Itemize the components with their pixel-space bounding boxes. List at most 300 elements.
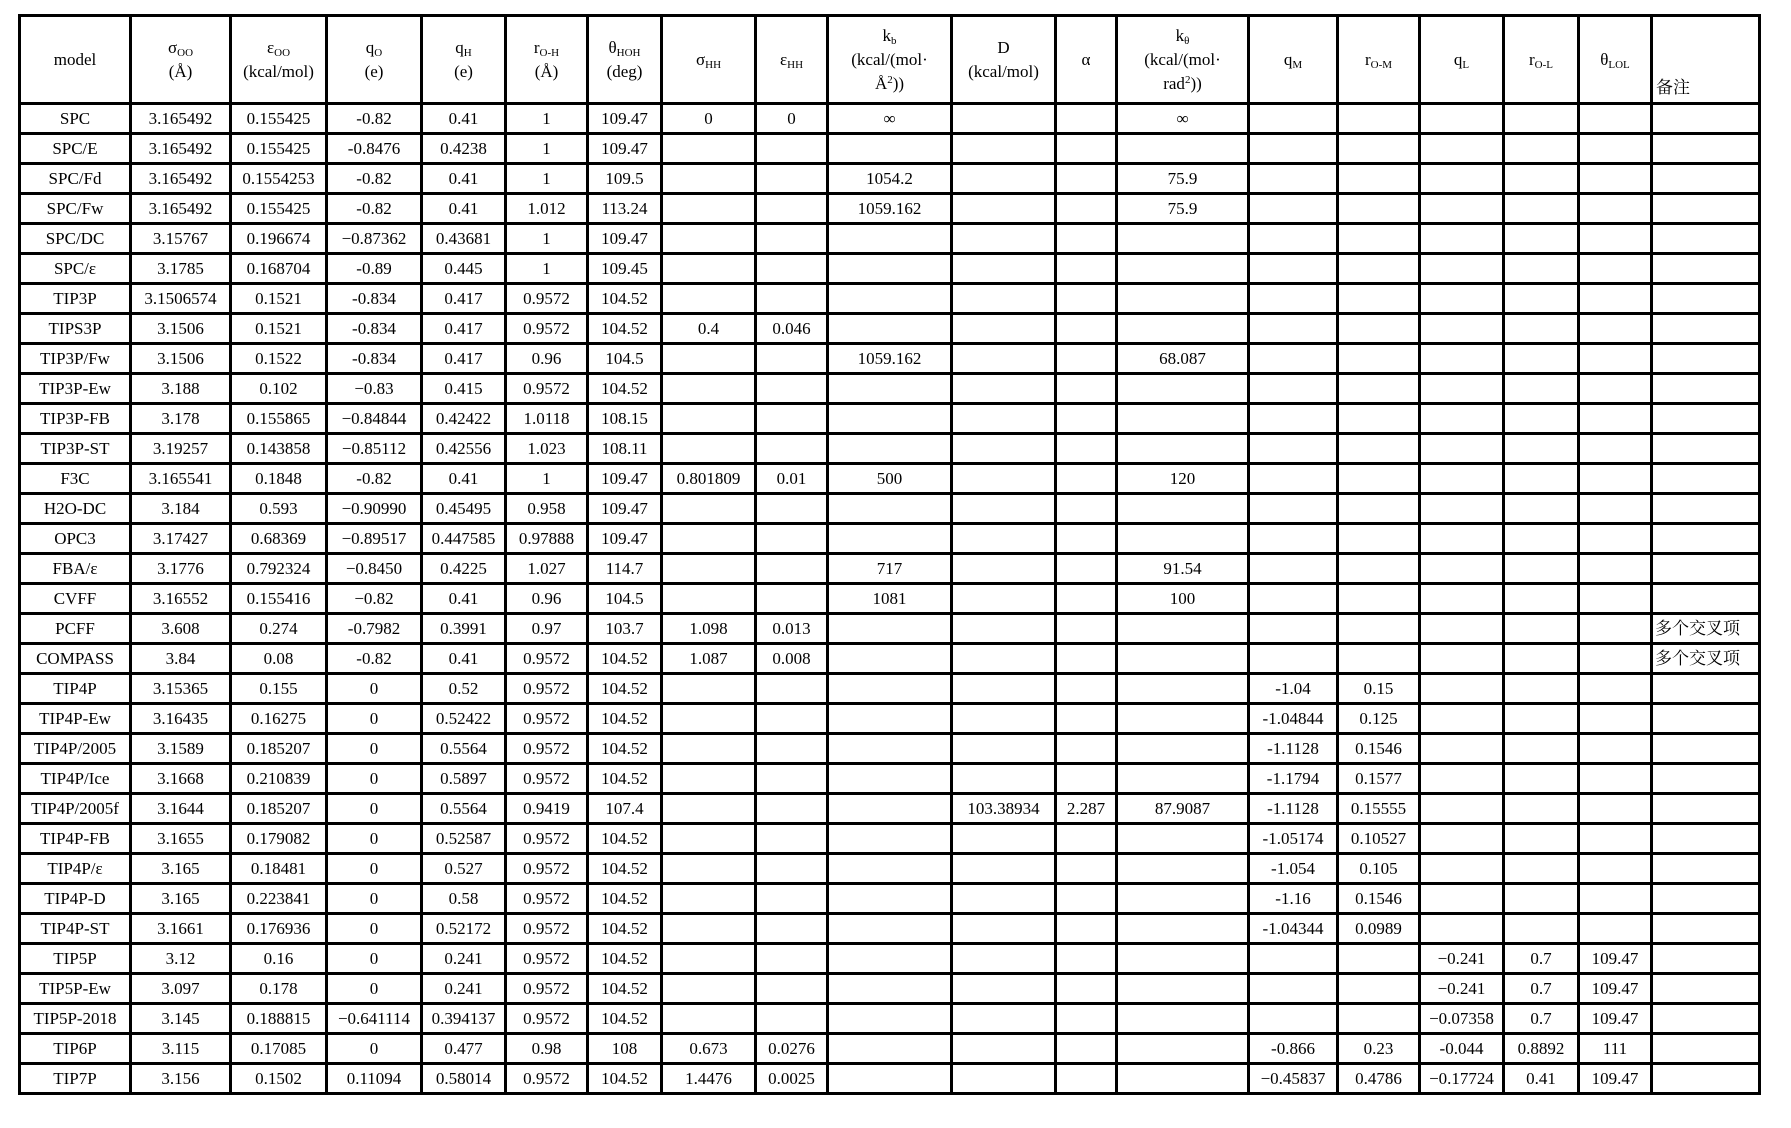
cell-theta-lol: 109.47 — [1579, 1064, 1652, 1094]
cell-sigma-oo: 3.156 — [131, 1064, 231, 1094]
header-theta-lol: $\theta_{LOL}$ — [1579, 16, 1652, 104]
cell-r-ol — [1504, 854, 1579, 884]
table-row — [20, 224, 1760, 254]
cell-epsilon-oo: 0.155425 — [231, 134, 327, 164]
cell-q-l: −0.241 — [1420, 974, 1504, 1004]
cell-q-m — [1249, 464, 1338, 494]
cell-d — [952, 704, 1056, 734]
cell-q-l: −0.07358 — [1420, 1004, 1504, 1034]
cell-alpha — [1056, 284, 1117, 314]
cell-k-b — [828, 734, 952, 764]
cell-k-theta: 68.087 — [1117, 344, 1249, 374]
cell-alpha — [1056, 704, 1117, 734]
cell-k-b — [828, 794, 952, 824]
cell-q-o: 0 — [327, 824, 422, 854]
cell-r-om — [1338, 164, 1420, 194]
cell-r-oh: 1.027 — [506, 554, 588, 584]
cell-d — [952, 434, 1056, 464]
cell-q-h: 0.241 — [422, 944, 506, 974]
cell-q-m — [1249, 104, 1338, 134]
cell-d — [952, 104, 1056, 134]
cell-r-oh: 0.9572 — [506, 914, 588, 944]
header-r-oh: $r_{O-H}$ (Å) — [506, 16, 588, 104]
cell-epsilon-oo: 0.223841 — [231, 884, 327, 914]
cell-q-h: 0.3991 — [422, 614, 506, 644]
cell-q-h: 0.43681 — [422, 224, 506, 254]
header-r-om: $r_{O-M}$ — [1338, 16, 1420, 104]
cell-epsilon-oo: 0.155425 — [231, 104, 327, 134]
cell-alpha — [1056, 134, 1117, 164]
cell-theta-lol — [1579, 524, 1652, 554]
cell-theta-hoh: 113.24 — [588, 194, 662, 224]
cell-epsilon-oo: 0.168704 — [231, 254, 327, 284]
cell-r-ol: 0.7 — [1504, 1004, 1579, 1034]
cell-sigma-oo: 3.1785 — [131, 254, 231, 284]
cell-theta-lol — [1579, 194, 1652, 224]
cell-k-b — [828, 884, 952, 914]
cell-theta-lol — [1579, 644, 1652, 674]
cell-k-theta — [1117, 644, 1249, 674]
cell-q-m — [1249, 644, 1338, 674]
cell-theta-hoh: 104.52 — [588, 314, 662, 344]
cell-sigma-hh — [662, 434, 756, 464]
cell-r-oh: 1 — [506, 134, 588, 164]
cell-theta-hoh: 104.52 — [588, 284, 662, 314]
cell-theta-hoh: 104.52 — [588, 824, 662, 854]
cell-epsilon-hh — [756, 224, 828, 254]
cell-theta-lol — [1579, 404, 1652, 434]
cell-k-b — [828, 224, 952, 254]
cell-r-ol — [1504, 344, 1579, 374]
cell-r-om — [1338, 404, 1420, 434]
cell-sigma-hh — [662, 704, 756, 734]
cell-alpha — [1056, 374, 1117, 404]
cell-k-theta: ∞ — [1117, 104, 1249, 134]
cell-r-om: 0.23 — [1338, 1034, 1420, 1064]
cell-epsilon-oo: 0.179082 — [231, 824, 327, 854]
cell-r-ol — [1504, 764, 1579, 794]
cell-r-ol — [1504, 134, 1579, 164]
cell-q-m — [1249, 494, 1338, 524]
cell-q-l — [1420, 344, 1504, 374]
cell-q-h: 0.41 — [422, 644, 506, 674]
cell-model: TIP4P/2005f — [20, 794, 131, 824]
cell-sigma-hh: 1.4476 — [662, 1064, 756, 1094]
table-wrapper — [18, 14, 1761, 1095]
cell-note — [1652, 494, 1760, 524]
cell-k-b — [828, 524, 952, 554]
cell-q-l — [1420, 494, 1504, 524]
cell-d — [952, 824, 1056, 854]
cell-sigma-hh — [662, 944, 756, 974]
cell-q-m: -1.04 — [1249, 674, 1338, 704]
cell-theta-hoh: 114.7 — [588, 554, 662, 584]
cell-alpha — [1056, 494, 1117, 524]
cell-alpha — [1056, 914, 1117, 944]
cell-q-l — [1420, 134, 1504, 164]
table-row — [20, 254, 1760, 284]
cell-note — [1652, 1004, 1760, 1034]
cell-theta-hoh: 104.52 — [588, 704, 662, 734]
cell-epsilon-oo: 0.593 — [231, 494, 327, 524]
cell-alpha — [1056, 434, 1117, 464]
cell-r-oh: 0.98 — [506, 1034, 588, 1064]
cell-note — [1652, 764, 1760, 794]
table-row — [20, 104, 1760, 134]
cell-theta-hoh: 109.45 — [588, 254, 662, 284]
cell-model: SPC — [20, 104, 131, 134]
cell-model: COMPASS — [20, 644, 131, 674]
cell-alpha — [1056, 614, 1117, 644]
cell-epsilon-hh — [756, 164, 828, 194]
cell-r-oh: 0.9572 — [506, 824, 588, 854]
cell-sigma-oo: 3.15767 — [131, 224, 231, 254]
cell-q-m — [1249, 254, 1338, 284]
cell-sigma-hh — [662, 554, 756, 584]
cell-d — [952, 494, 1056, 524]
cell-k-theta: 75.9 — [1117, 194, 1249, 224]
cell-epsilon-hh — [756, 134, 828, 164]
cell-theta-hoh: 104.5 — [588, 344, 662, 374]
header-epsilon-hh: $\varepsilon_{HH}$ — [756, 16, 828, 104]
cell-sigma-oo: 3.1506 — [131, 344, 231, 374]
cell-note: 多个交叉项 — [1652, 644, 1760, 674]
cell-epsilon-hh — [756, 1004, 828, 1034]
cell-r-om: 0.1577 — [1338, 764, 1420, 794]
cell-theta-lol — [1579, 254, 1652, 284]
cell-q-h: 0.41 — [422, 164, 506, 194]
cell-k-theta — [1117, 404, 1249, 434]
cell-epsilon-oo: 0.16 — [231, 944, 327, 974]
cell-k-b — [828, 314, 952, 344]
cell-epsilon-hh — [756, 374, 828, 404]
cell-epsilon-hh: 0 — [756, 104, 828, 134]
cell-alpha — [1056, 404, 1117, 434]
cell-k-b — [828, 674, 952, 704]
cell-q-h: 0.41 — [422, 194, 506, 224]
cell-q-o: -0.82 — [327, 194, 422, 224]
cell-model: TIP7P — [20, 1064, 131, 1094]
cell-r-ol — [1504, 614, 1579, 644]
cell-sigma-hh: 1.098 — [662, 614, 756, 644]
cell-epsilon-hh — [756, 194, 828, 224]
cell-q-l — [1420, 644, 1504, 674]
cell-k-theta — [1117, 914, 1249, 944]
cell-d — [952, 944, 1056, 974]
cell-theta-lol — [1579, 764, 1652, 794]
table-body — [20, 104, 1760, 1094]
cell-r-om — [1338, 584, 1420, 614]
cell-note — [1652, 734, 1760, 764]
cell-note — [1652, 914, 1760, 944]
cell-epsilon-hh — [756, 434, 828, 464]
cell-note — [1652, 194, 1760, 224]
cell-q-h: 0.5564 — [422, 794, 506, 824]
cell-model: TIP3P-Ew — [20, 374, 131, 404]
cell-theta-lol — [1579, 734, 1652, 764]
cell-q-o: 0 — [327, 944, 422, 974]
cell-k-b: 1059.162 — [828, 194, 952, 224]
cell-k-b: 1054.2 — [828, 164, 952, 194]
cell-theta-lol — [1579, 374, 1652, 404]
cell-theta-lol — [1579, 164, 1652, 194]
cell-epsilon-oo: 0.155425 — [231, 194, 327, 224]
table-row — [20, 584, 1760, 614]
cell-r-ol: 0.41 — [1504, 1064, 1579, 1094]
cell-q-h: 0.52587 — [422, 824, 506, 854]
cell-theta-hoh: 104.52 — [588, 644, 662, 674]
cell-r-ol — [1504, 404, 1579, 434]
cell-theta-lol — [1579, 494, 1652, 524]
cell-q-m: -1.04844 — [1249, 704, 1338, 734]
cell-q-o: −0.83 — [327, 374, 422, 404]
cell-k-theta — [1117, 524, 1249, 554]
cell-q-m — [1249, 344, 1338, 374]
cell-r-oh: 0.9572 — [506, 674, 588, 704]
cell-r-om — [1338, 974, 1420, 1004]
cell-sigma-hh — [662, 374, 756, 404]
cell-sigma-hh — [662, 344, 756, 374]
cell-model: TIP3P/Fw — [20, 344, 131, 374]
cell-r-ol — [1504, 284, 1579, 314]
cell-theta-lol: 109.47 — [1579, 974, 1652, 1004]
cell-alpha — [1056, 1004, 1117, 1034]
cell-sigma-oo: 3.145 — [131, 1004, 231, 1034]
water-model-parameter-table — [18, 14, 1761, 1095]
cell-model: TIP4P-FB — [20, 824, 131, 854]
cell-theta-hoh: 108 — [588, 1034, 662, 1064]
cell-q-m — [1249, 1004, 1338, 1034]
cell-r-oh: 1.012 — [506, 194, 588, 224]
cell-k-theta — [1117, 824, 1249, 854]
cell-d — [952, 764, 1056, 794]
cell-model: SPC/E — [20, 134, 131, 164]
cell-q-l: -0.044 — [1420, 1034, 1504, 1064]
cell-note — [1652, 134, 1760, 164]
cell-r-ol — [1504, 644, 1579, 674]
cell-theta-hoh: 104.52 — [588, 674, 662, 704]
cell-epsilon-oo: 0.185207 — [231, 794, 327, 824]
table-row — [20, 1034, 1760, 1064]
cell-theta-lol — [1579, 614, 1652, 644]
cell-epsilon-hh: 0.046 — [756, 314, 828, 344]
cell-model: TIP3P — [20, 284, 131, 314]
cell-k-b — [828, 914, 952, 944]
cell-q-o: 0 — [327, 794, 422, 824]
cell-q-l — [1420, 434, 1504, 464]
cell-q-o: -0.834 — [327, 344, 422, 374]
table-row — [20, 1004, 1760, 1034]
cell-alpha — [1056, 194, 1117, 224]
cell-q-m — [1249, 944, 1338, 974]
cell-alpha — [1056, 884, 1117, 914]
cell-q-m — [1249, 404, 1338, 434]
cell-alpha — [1056, 824, 1117, 854]
cell-theta-lol: 109.47 — [1579, 944, 1652, 974]
cell-r-oh: 1 — [506, 164, 588, 194]
cell-sigma-hh — [662, 824, 756, 854]
cell-q-l — [1420, 914, 1504, 944]
cell-epsilon-oo: 0.18481 — [231, 854, 327, 884]
cell-sigma-oo: 3.115 — [131, 1034, 231, 1064]
cell-sigma-hh: 0.673 — [662, 1034, 756, 1064]
cell-k-theta: 75.9 — [1117, 164, 1249, 194]
cell-theta-hoh: 104.52 — [588, 1064, 662, 1094]
cell-q-m — [1249, 224, 1338, 254]
cell-k-theta — [1117, 314, 1249, 344]
cell-d — [952, 974, 1056, 1004]
cell-r-ol — [1504, 464, 1579, 494]
cell-epsilon-hh: 0.008 — [756, 644, 828, 674]
cell-d — [952, 524, 1056, 554]
cell-theta-lol — [1579, 344, 1652, 374]
cell-q-h: 0.394137 — [422, 1004, 506, 1034]
cell-q-l — [1420, 164, 1504, 194]
cell-k-b — [828, 284, 952, 314]
cell-epsilon-oo: 0.102 — [231, 374, 327, 404]
cell-theta-hoh: 104.52 — [588, 914, 662, 944]
table-row — [20, 314, 1760, 344]
cell-sigma-hh — [662, 494, 756, 524]
table-row — [20, 404, 1760, 434]
cell-k-theta — [1117, 734, 1249, 764]
cell-r-om — [1338, 524, 1420, 554]
cell-r-om: 0.125 — [1338, 704, 1420, 734]
cell-model: TIP4P/Ice — [20, 764, 131, 794]
cell-k-b — [828, 824, 952, 854]
cell-epsilon-oo: 0.1522 — [231, 344, 327, 374]
cell-theta-lol — [1579, 554, 1652, 584]
table-row — [20, 644, 1760, 674]
cell-note — [1652, 1034, 1760, 1064]
cell-epsilon-hh — [756, 674, 828, 704]
cell-theta-hoh: 107.4 — [588, 794, 662, 824]
cell-k-b: 1081 — [828, 584, 952, 614]
cell-alpha — [1056, 164, 1117, 194]
cell-theta-hoh: 109.47 — [588, 134, 662, 164]
cell-q-m: -0.866 — [1249, 1034, 1338, 1064]
cell-theta-lol — [1579, 914, 1652, 944]
cell-model: H2O-DC — [20, 494, 131, 524]
cell-q-m: -1.04344 — [1249, 914, 1338, 944]
cell-d — [952, 584, 1056, 614]
cell-epsilon-hh — [756, 404, 828, 434]
cell-r-ol — [1504, 674, 1579, 704]
cell-q-o: 0 — [327, 884, 422, 914]
cell-alpha — [1056, 254, 1117, 284]
cell-epsilon-hh: 0.0025 — [756, 1064, 828, 1094]
cell-k-theta — [1117, 224, 1249, 254]
cell-alpha — [1056, 584, 1117, 614]
cell-d — [952, 464, 1056, 494]
cell-note — [1652, 974, 1760, 1004]
cell-q-m — [1249, 584, 1338, 614]
cell-sigma-oo: 3.608 — [131, 614, 231, 644]
cell-theta-hoh: 104.5 — [588, 584, 662, 614]
cell-r-oh: 0.9572 — [506, 1064, 588, 1094]
cell-alpha — [1056, 314, 1117, 344]
cell-sigma-oo: 3.165 — [131, 854, 231, 884]
cell-r-ol — [1504, 794, 1579, 824]
cell-epsilon-oo: 0.1554253 — [231, 164, 327, 194]
cell-theta-lol — [1579, 134, 1652, 164]
cell-k-theta — [1117, 374, 1249, 404]
cell-sigma-hh — [662, 974, 756, 1004]
cell-q-o: −0.641114 — [327, 1004, 422, 1034]
cell-k-theta — [1117, 764, 1249, 794]
cell-q-h: 0.415 — [422, 374, 506, 404]
cell-r-ol: 0.7 — [1504, 944, 1579, 974]
cell-q-o: −0.89517 — [327, 524, 422, 554]
header-note: 备注 — [1652, 16, 1760, 104]
cell-epsilon-oo: 0.17085 — [231, 1034, 327, 1064]
cell-r-ol — [1504, 914, 1579, 944]
cell-q-l — [1420, 704, 1504, 734]
cell-theta-hoh: 109.47 — [588, 524, 662, 554]
cell-model: TIP6P — [20, 1034, 131, 1064]
cell-r-oh: 0.9572 — [506, 374, 588, 404]
cell-q-o: 0 — [327, 704, 422, 734]
table-row — [20, 824, 1760, 854]
cell-epsilon-hh — [756, 524, 828, 554]
cell-sigma-hh — [662, 284, 756, 314]
cell-d — [952, 1034, 1056, 1064]
table-row — [20, 494, 1760, 524]
table-row — [20, 914, 1760, 944]
cell-r-om: 0.0989 — [1338, 914, 1420, 944]
cell-q-h: 0.41 — [422, 584, 506, 614]
cell-k-b — [828, 1064, 952, 1094]
cell-theta-lol — [1579, 824, 1652, 854]
cell-q-l — [1420, 224, 1504, 254]
cell-k-b — [828, 374, 952, 404]
cell-q-m: -1.1128 — [1249, 734, 1338, 764]
table-row — [20, 344, 1760, 374]
cell-epsilon-hh: 0.01 — [756, 464, 828, 494]
cell-k-theta: 87.9087 — [1117, 794, 1249, 824]
cell-epsilon-oo: 0.1521 — [231, 314, 327, 344]
table-row — [20, 674, 1760, 704]
cell-alpha — [1056, 854, 1117, 884]
cell-theta-lol — [1579, 434, 1652, 464]
cell-k-theta — [1117, 284, 1249, 314]
cell-sigma-hh — [662, 584, 756, 614]
cell-r-om: 0.105 — [1338, 854, 1420, 884]
cell-sigma-oo: 3.188 — [131, 374, 231, 404]
cell-model: F3C — [20, 464, 131, 494]
cell-q-h: 0.417 — [422, 284, 506, 314]
cell-theta-hoh: 108.15 — [588, 404, 662, 434]
cell-q-l — [1420, 254, 1504, 284]
cell-epsilon-oo: 0.155 — [231, 674, 327, 704]
cell-d — [952, 224, 1056, 254]
cell-k-b — [828, 764, 952, 794]
cell-alpha — [1056, 344, 1117, 374]
cell-k-b — [828, 434, 952, 464]
cell-r-oh: 0.9572 — [506, 1004, 588, 1034]
cell-k-b — [828, 974, 952, 1004]
cell-sigma-oo: 3.165492 — [131, 104, 231, 134]
cell-note — [1652, 344, 1760, 374]
cell-r-oh: 1 — [506, 254, 588, 284]
cell-epsilon-oo: 0.155865 — [231, 404, 327, 434]
cell-d — [952, 194, 1056, 224]
cell-r-oh: 0.9572 — [506, 764, 588, 794]
cell-q-l — [1420, 524, 1504, 554]
cell-q-l — [1420, 674, 1504, 704]
cell-k-b — [828, 854, 952, 884]
cell-alpha — [1056, 554, 1117, 584]
